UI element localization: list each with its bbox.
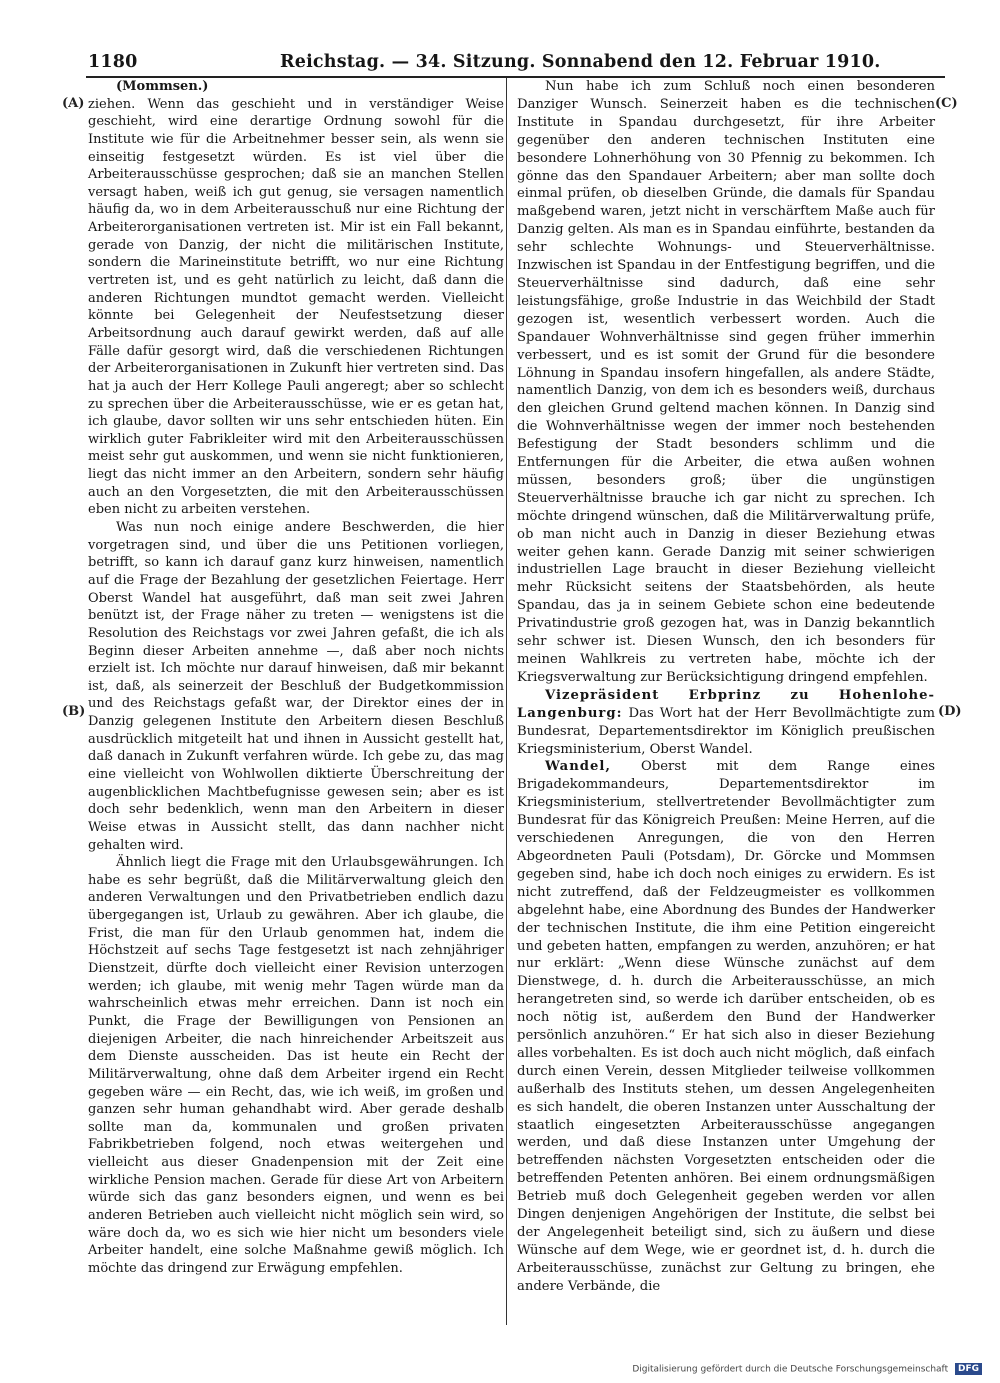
paragraph: ziehen. Wenn das geschieht und in verständiger Weise geschieht, wird eine derartige Ordnung sowohl für die Institute wie für die Arbeitnehmer besser sein, als wenn sie einseitig festgesetzt würden. Es ist viel über die Arbeiterausschüsse gesprochen; daß sie an manchen Stellen versagt haben, weiß ich gut genug, sie versagen namentlich häufig da, wo in dem Arbeiterausschuß nur eine Richtung der Arbeiterorganisationen vertreten ist. Mir ist ein Fall bekannt, gerade von Danzig, der nicht die militärischen Institute, sondern die Marineinstitute betrifft, wo nur eine Richtung vertreten ist, und es geht natürlich zu leicht, daß dann die anderen Richtungen mundtot gemacht werden. Vielleicht könnte bei Gelegenheit der Neufestsetzung dieser Arbeitsordnung auch darauf gewirkt werden, daß auf alle Fälle dafür gesorgt wird, daß die verschiedenen Richtungen der Arbeiterorganisationen in Zukunft hier vertreten sind. Das hat ja auch der Herr Kollege Pauli angeregt; aber so schlecht zu sprechen über die Arbeiterausschüsse, wie er es getan hat, ich glaube, davor sollten wir uns sehr entschieden hüten. Ein wirklich guter Fabrikleiter wird mit den Arbeiterausschüssen meist sehr gut auskommen, und wenn sie nicht funktionieren, liegt das nicht immer an den Arbeitern, sondern sehr häufig auch an den Vorgesetzten, die mit den Arbeiterausschüssen eben nicht zu arbeiten verstehen. <box>88 96 504 518</box>
paragraph: Ähnlich liegt die Frage mit den Urlaubsgewährungen. Ich habe es sehr begrüßt, daß die Militärverwaltung gleich den anderen Verwaltungen und den Privatbetrieben endlich dazu übergegangen ist, Urlaub zu gewähren. Aber ich glaube, die Frist, die man für den Urlaub genommen hat, indem die Höchstzeit auf sechs Tage festgesetzt ist nach zehnjähriger Dienstzeit, dürfte doch vielleicht einer Revision unterzogen werden; ich glaube, mit wenig mehr Tagen würde man da wahrscheinlich etwas mehr erreichen. Dann ist noch ein Punkt, die Frage der Bewilligungen von Pensionen an diejenigen Arbeiter, die nach hinreichender Arbeitszeit aus dem Dienste ausscheiden. Das ist heute ein Recht der Militärverwaltung, ohne daß dem Arbeiter irgend ein Recht gegeben wäre — ein Recht, das, wie ich weiß, im großen und ganzen sehr human gehandhabt wird. Aber gerade deshalb sollte man da, kommunalen und großen privaten Fabrikbetrieben folgend, noch etwas weitergehen und vielleicht aus dieser Gnadenpension mit der Zeit eine wirkliche Pension machen. Gerade für diese Art von Arbeitern würde sich das ganz besonders eignen, und wenn es bei anderen Betrieben auch vielleicht nicht möglich sein wird, so wäre doch da, wo es sich wie hier nicht um besonders viele Arbeiter handelt, eine solche Maßnahme gewiß möglich. Ich möchte das dringend zur Erwägung empfehlen. <box>88 855 504 1276</box>
paragraph: Was nun noch einige andere Beschwerden, die hier vorgetragen sind, und über die uns Petitionen vorliegen, betrifft, so kann ich darauf ganz kurz hinweisen, namentlich auf die Frage der Bezahlung der gesetzlichen Feiertage. Herr Oberst Wandel hat ausgeführt, daß man seit zwei Jahren benützt ist, der Frage näher zu treten — wenigstens ist die Resolution des Reichstags vor zwei Jahren gefaßt, die ich als Beginn dieser Arbeiten annehme —, daß aber noch nichts erzielt ist. Ich möchte nur darauf hinweisen, daß mir bekannt ist, daß, als seinerzeit der Beschluß der Budgetkommission und des Reichstags gefaßt war, der Direktor eines der in Danzig gelegenen Institute den Arbeitern diesen Beschluß ausdrücklich mitgeteilt hat und ihnen in Aussicht gestellt hat, daß danach in Zukunft verfahren würde. Ich gebe zu, das mag eine vielleicht von Wohlwollen diktierte Überschreitung der augenblicklichen Machtbefugnisse gewesen sein; aber es ist doch sehr bedenklich, wenn man den Arbeitern in dieser Weise etwas in Aussicht stellt, das dann nachher nicht gehalten wird. <box>88 520 504 853</box>
right-column <box>517 78 935 1296</box>
margin-mark-a: (A) <box>62 96 85 111</box>
paragraph <box>517 758 935 1295</box>
speaker-name: Wandel, <box>545 759 612 775</box>
margin-mark-b: (B) <box>62 704 86 719</box>
page-title: Reichstag. — 34. Sitzung. Sonnabend den 12. Februar 1910. <box>280 52 881 72</box>
column-divider <box>506 78 507 1325</box>
speech-text: Oberst mit dem Range eines Brigadekommandeurs, Departementsdirektor im Kriegsministerium, stellvertretender Bevollmächtigter zum Bundesrat für das Königreich Preußen: Meine Herren, auf die verschiedenen Anregungen, die von den Herren Abgeordneten Pauli (Potsdam), Dr. Görcke und Mommsen gegeben sind, habe ich doch noch einiges zu erwidern. Es ist nicht zutreffend, daß der Feldzeugmeister es vollkommen abgelehnt habe, eine Abordnung des Bundes der Handwerker der technischen Institute, die ihm eine Petition eingereicht und gebeten hatten, empfangen zu werden, anzuhören; er hat nur erklärt: „Wenn diese Wünsche zunächst auf dem Dienstwege, d. h. durch die Arbeiterausschüsse, an mich herangetreten sind, so werde ich darüber entscheiden, ob es noch nötig ist, außerdem den Bund der Handwerker persönlich anzuhören.“ Er hat sich also in dieser Beziehung alles vorbehalten. Es ist doch auch nicht möglich, daß einfach durch einen Verein, dessen Mitglieder teilweise vollkommen außerhalb des Instituts stehen, um dessen Angelegenheiten es sich handelt, die oberen Instanzen unter Ausschaltung der staatlich eingesetzten Arbeiterausschüsse angegangen werden, und daß diese Instanzen unter Umgehung der betreffenden nächsten Vorgesetzten entscheiden oder die betreffenden Petenten anhören. Bei einem ordnungsmäßigen Betrieb muß doch Gelegenheit gegeben werden vor allen Dingen denjenigen Angehörigen der Institute, die selbst bei der Angelegenheit beteiligt sind, sich zu äußern und diese Wünsche auf dem Wege, wie er geordnet ist, d. h. durch die Arbeiterausschüsse, zunächst zur Geltung zu bringen, ehe andere Verbände, die <box>517 759 935 1294</box>
paragraph <box>517 687 935 759</box>
speaker-tag: (Mommsen.) <box>116 79 209 94</box>
paragraph: Nun habe ich zum Schluß noch einen besonderen Danziger Wunsch. Seinerzeit haben es die technischen Institute in Spandau durchgesetzt, für ihre Arbeiter gegenüber den anderen technischen Instituten eine besondere Lohnerhöhung von 30 Pfennig zu bekommen. Ich gönne das den Spandauer Arbeitern; aber man sollte doch einmal prüfen, ob dieselben Gründe, die damals für Spandau maßgebend waren, jetzt nicht in verschärftem Maße auch für Danzig gelten. Als man es in Spandau einführte, bestanden da sehr schlechte Wohnungs- und Steuerverhältnisse. Inzwischen ist Spandau in der Entfestigung begriffen, und die Steuerverhältnisse sind dadurch, daß eine sehr leistungsfähige, große Industrie in das Weichbild der Stadt gezogen ist, wesentlich verbessert worden. Auch die Spandauer Wohnverhältnisse sind gegen früher immerhin verbessert, und es ist somit der Grund für die besondere Löhnung in Spandau insofern hingefallen, als andere Städte, namentlich Danzig, von dem ich es besonders weiß, durchaus den gleichen Grund geltend machen können. In Danzig sind die Wohnverhältnisse wegen der immer noch bestehenden Befestigung der Stadt besonders schlimm und die Entfernungen für die Arbeiter, die etwa außen wohnen müssen, besonders groß; über die ungünstigen Steuerverhältnisse brauche ich gar nicht zu sprechen. Ich möchte dringend wünschen, daß die Militärverwaltung prüfe, ob man nicht auch in Danzig in dieser Beziehung etwas weiter gehen kann. Gerade Danzig mit seiner schwierigen industriellen Lage braucht in dieser Beziehung vielleicht mehr Rücksicht seitens der Staatsbehörden, als heute Spandau, das ja in seinem Gebiete schon eine bedeutende Privatindustrie groß gezogen hat, was in Danzig bekanntlich sehr schwer ist. Diesen Wunsch, den ich besonders für meinen Wahlkreis zu vertreten habe, möchte ich der Kriegsverwaltung zur Berücksichtigung dringend empfehlen. <box>517 79 935 685</box>
page-number: 1180 <box>88 52 138 72</box>
margin-mark-c: (C) <box>935 96 958 111</box>
page-header <box>88 52 941 74</box>
footer-text: Digitalisierung gefördert durch die Deutsche Forschungsgemeinschaft <box>632 1364 949 1375</box>
left-column <box>88 78 504 1278</box>
footer <box>632 1363 982 1375</box>
speaker-name: Vizepräsident Erbprinz zu Hohenlohe-Langenburg: <box>517 687 935 721</box>
speech-text: Das Wort hat der Herr Bevollmächtigte zum Bundesrat, Departementsdirektor im Königlich preußischen Kriegsministerium, Oberst Wandel. <box>517 705 935 757</box>
dfg-logo: DFG <box>955 1363 982 1375</box>
margin-mark-d: (D) <box>938 704 962 719</box>
